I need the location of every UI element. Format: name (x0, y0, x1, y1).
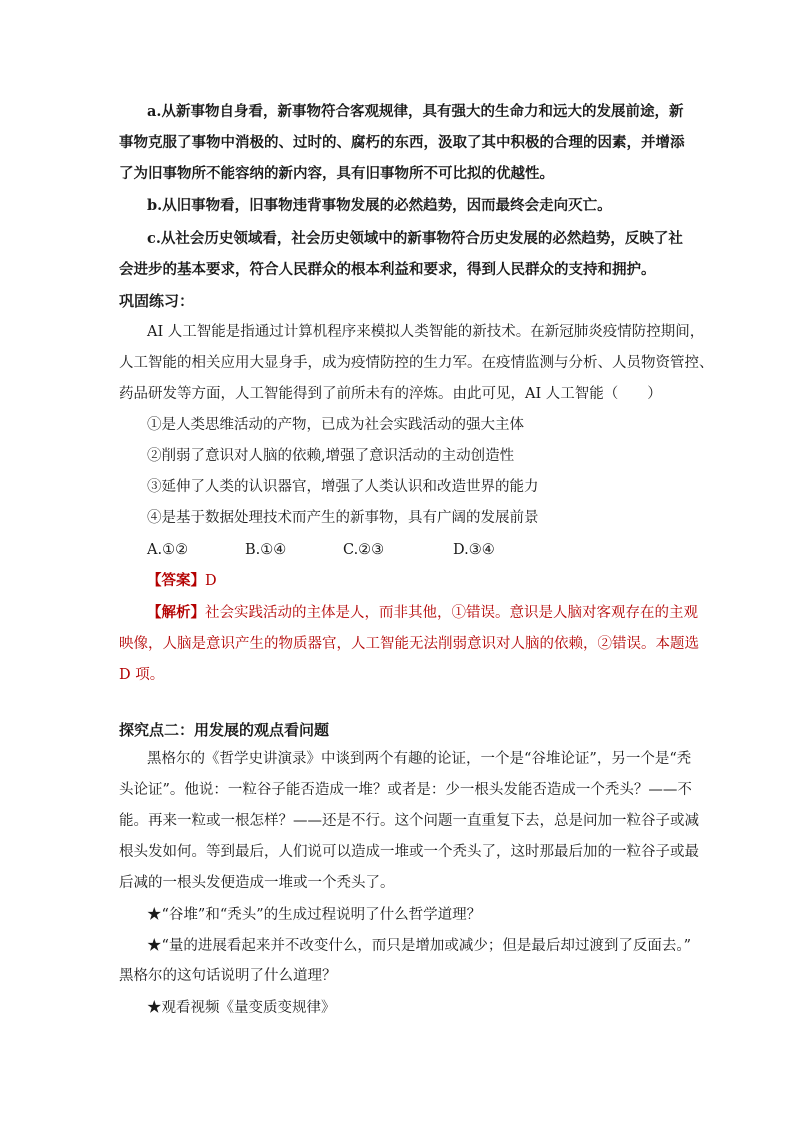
question-star-2-line-1: ★“量的进展看起来并不改变什么，而只是增加或减少；但是最后却过渡到了反面去。” (147, 938, 692, 954)
option-d: D.③④ (453, 542, 495, 558)
practice-heading: 巩固练习： (119, 292, 195, 310)
question-stem-line-2: 人工智能的相关应用大显身手，成为疫情防控的生力军。在疫情监测与分析、人员物资管控、 (119, 355, 714, 371)
passage-line-3: 能。再来一粒或一根怎样？——还是不行。这个问题一直重复下去，总是问加一粒谷子或减 (119, 813, 699, 829)
analysis-tag: 【解析】 (147, 604, 205, 621)
statement-4: ④是基于数据处理技术而产生的新事物，具有广阔的发展前景 (147, 510, 539, 526)
question-stem-line-1: AI 人工智能是指通过计算机程序来模拟人类智能的新技术。在新冠肺炎疫情防控期间， (147, 324, 705, 340)
principle-a-line-1: a.从新事物自身看，新事物符合客观规律，具有强大的生命力和远大的发展前途，新 (147, 103, 684, 120)
passage-line-5: 后减的一根头发便造成一堆或一个秃头了。 (119, 875, 395, 891)
answer-value: D (205, 573, 217, 589)
question-stem-line-3: 药品研发等方面，人工智能得到了前所未有的淬炼。由此可见，AI 人工智能（ ） (119, 386, 662, 402)
question-star-3: ★观看视频《量变质变规律》 (147, 1000, 336, 1016)
answer-tag: 【答案】 (147, 572, 205, 589)
statement-1: ①是人类思维活动的产物，已成为社会实践活动的强大主体 (147, 417, 524, 433)
principle-a-line-3: 了为旧事物所不能容纳的新内容，具有旧事物所不可比拟的优越性。 (119, 165, 554, 182)
principle-b: b.从旧事物看，旧事物违背事物发展的必然趋势，因而最终会走向灭亡。 (147, 197, 612, 214)
option-c: C.②③ (343, 542, 385, 558)
option-a: A.①② (147, 542, 189, 558)
analysis-line-2: 映像，人脑是意识产生的物质器官，人工智能无法削弱意识对人脑的依赖，②错误。本题选 (119, 636, 699, 652)
question-star-2-line-2: 黑格尔的这句话说明了什么道理？ (119, 968, 337, 984)
statement-3: ③延伸了人类的认识器官，增强了人类认识和改造世界的能力 (147, 479, 539, 495)
principle-c-line-2: 会进步的基本要求，符合人民群众的根本利益和要求，得到人民群众的支持和拥护。 (119, 261, 656, 278)
passage-line-2: 头论证”。他说：一粒谷子能否造成一堆？或者是：少一根头发能否造成一个秃头？——不 (119, 782, 692, 798)
analysis-text-1: 社会实践活动的主体是人，而非其他，①错误。意识是人脑对客观存在的主观 (205, 605, 698, 621)
statement-2: ②削弱了意识对人脑的依赖,增强了意识活动的主动创造性 (147, 448, 515, 464)
passage-line-1: 黑格尔的《哲学史讲演录》中谈到两个有趣的论证，一个是“谷堆论证”，另一个是“秃 (147, 751, 692, 767)
principle-c-line-1: c.从社会历史领域看，社会历史领域中的新事物符合历史发展的必然趋势，反映了社 (147, 230, 683, 247)
question-star-1: ★“谷堆”和“秃头”的生成过程说明了什么哲学道理？ (147, 907, 482, 923)
explore-heading: 探究点二：用发展的观点看问题 (119, 721, 330, 739)
analysis-line-1 (147, 603, 698, 623)
passage-line-4: 根头发如何。等到最后，人们说可以造成一堆或一个秃头了，这时那最后加的一粒谷子或最 (119, 844, 699, 860)
option-b: B.①④ (245, 542, 287, 558)
analysis-line-3: D 项。 (119, 667, 165, 683)
answer-options (147, 540, 495, 560)
principle-a-line-2: 事物克服了事物中消极的、过时的、腐朽的东西，汲取了其中积极的合理的因素，并增添 (119, 134, 685, 151)
answer-line (147, 571, 217, 591)
